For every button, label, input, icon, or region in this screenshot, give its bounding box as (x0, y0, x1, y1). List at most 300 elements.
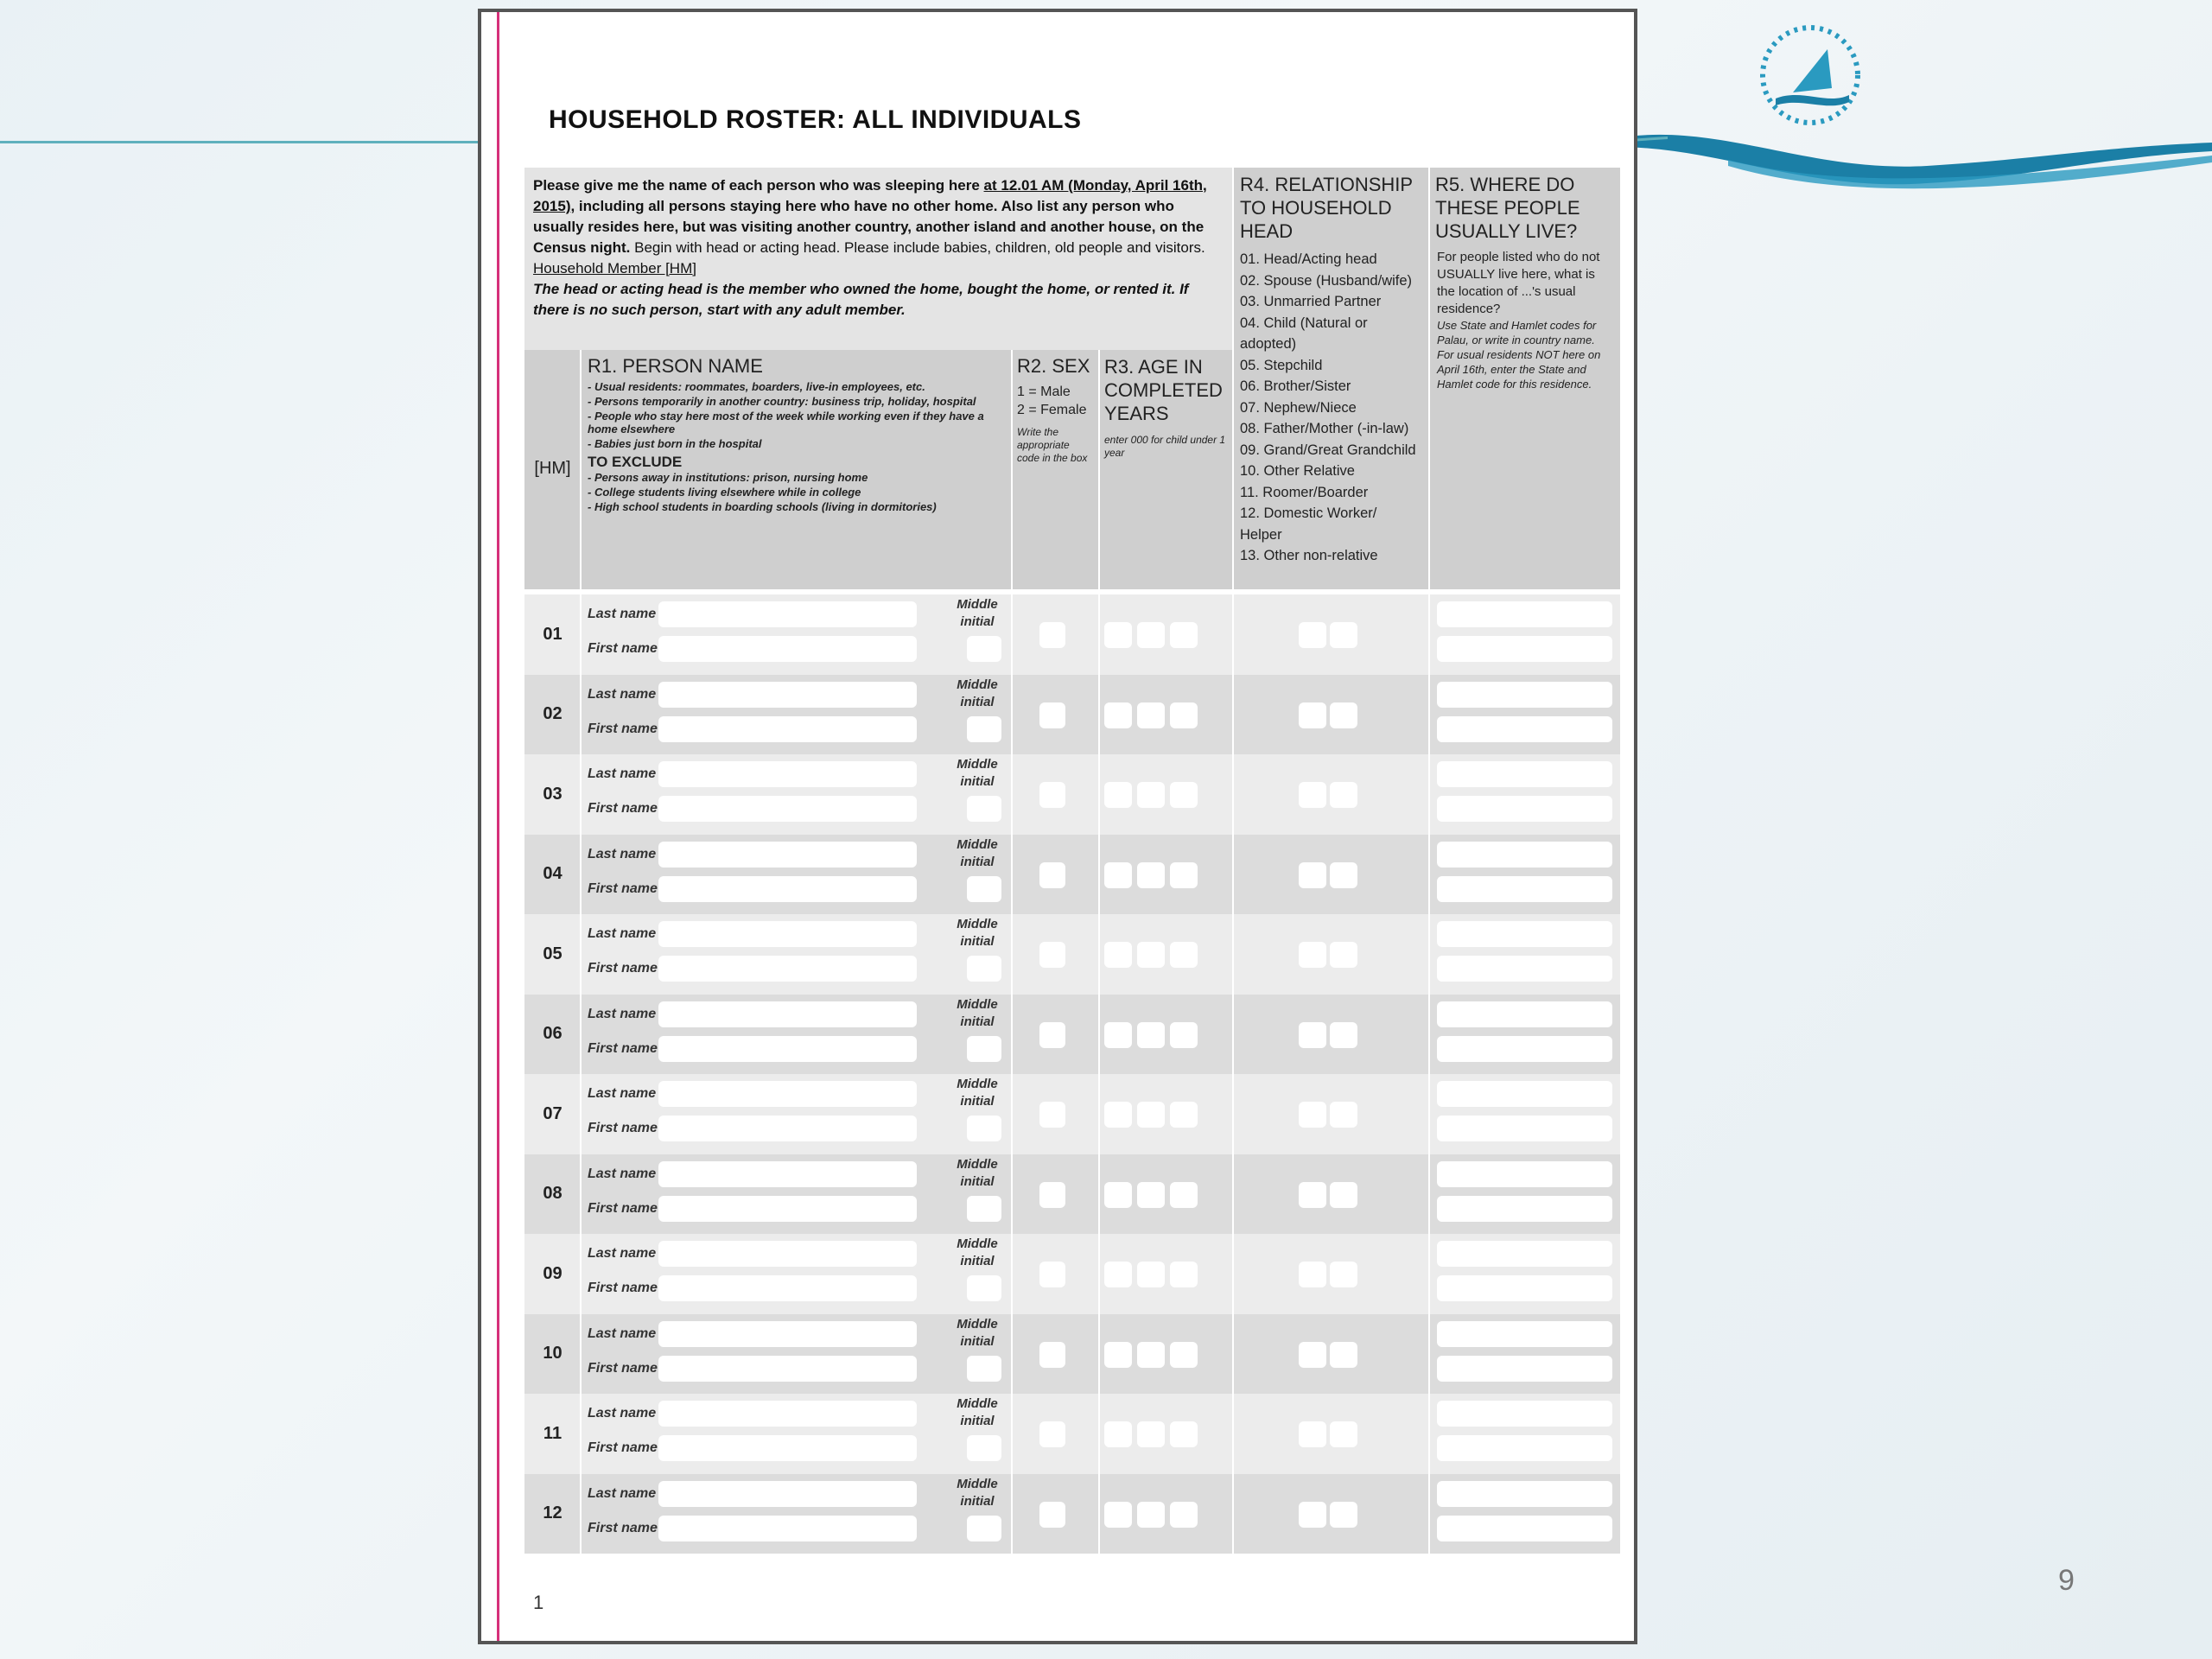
r4-option: 06. Brother/Sister (1240, 378, 1351, 394)
last-name-input[interactable] (658, 761, 917, 787)
last-name-input[interactable] (658, 601, 917, 627)
separator (1011, 1314, 1013, 1395)
row-number: 11 (543, 1423, 563, 1443)
separator (580, 1234, 582, 1314)
last-name-label: Last name (588, 686, 657, 702)
r1-include-item: - People who stay here most of the week while working even if they have a home elsewhere (588, 410, 984, 435)
separator (1428, 914, 1430, 995)
middle-initial-input[interactable] (967, 1116, 1001, 1141)
relationship-code-box[interactable] (1299, 702, 1326, 728)
r4-option: 07. Nephew/Niece (1240, 399, 1357, 416)
table-row (524, 1074, 1620, 1154)
separator (1232, 995, 1234, 1075)
relationship-code-box[interactable] (1330, 1342, 1357, 1368)
last-name-label: Last name (588, 1406, 657, 1421)
separator (1098, 350, 1100, 589)
relationship-code-box[interactable] (1299, 862, 1326, 888)
sex-code-box[interactable] (1039, 782, 1065, 808)
middle-initial-input[interactable] (967, 1275, 1001, 1301)
age-digit-box[interactable] (1137, 782, 1165, 808)
r4-option: 09. Grand/Great Grandchild (1240, 442, 1416, 458)
slide-number: 9 (2058, 1564, 2075, 1597)
logo-icon (1754, 19, 1866, 131)
separator (1011, 1154, 1013, 1235)
middle-initial-label: Middle initial (957, 836, 998, 869)
table-row (524, 1314, 1620, 1395)
sex-code-box[interactable] (1039, 1502, 1065, 1528)
last-name-label: Last name (588, 766, 657, 781)
first-name-input[interactable] (658, 1036, 917, 1062)
first-name-input[interactable] (658, 1116, 917, 1141)
row-number: 10 (543, 1344, 563, 1363)
r5-desc-text: For people listed who do not USUALLY live here, what is the location of ...'s usual residence? (1437, 250, 1600, 316)
residence-input[interactable] (1437, 1196, 1612, 1222)
separator (580, 1154, 582, 1235)
residence-input[interactable] (1437, 1435, 1612, 1461)
age-digit-box[interactable] (1104, 1022, 1132, 1048)
separator (1428, 754, 1430, 835)
separator (1428, 1394, 1430, 1474)
separator (1428, 594, 1430, 675)
sex-code-box[interactable] (1039, 1182, 1065, 1208)
first-name-input[interactable] (658, 1435, 917, 1461)
relationship-code-box[interactable] (1299, 622, 1326, 648)
age-digit-box[interactable] (1137, 702, 1165, 728)
relationship-code-box[interactable] (1330, 1262, 1357, 1287)
first-name-input[interactable] (658, 796, 917, 822)
middle-initial-label: Middle initial (957, 917, 998, 949)
relationship-code-box[interactable] (1299, 1022, 1326, 1048)
margin-line (497, 12, 499, 1641)
age-digit-box[interactable] (1104, 702, 1132, 728)
intro-date: at 12.01 AM (Monday, April 16th, 2015), (533, 177, 1207, 214)
sex-code-box[interactable] (1039, 942, 1065, 968)
row-number: 09 (543, 1263, 563, 1283)
middle-initial-label: Middle initial (957, 996, 998, 1029)
table-row (524, 1154, 1620, 1235)
middle-initial-input[interactable] (967, 716, 1001, 742)
age-digit-box[interactable] (1137, 622, 1165, 648)
separator (580, 594, 582, 675)
age-digit-box[interactable] (1170, 1102, 1198, 1128)
r4-option: 11. Roomer/Boarder (1240, 484, 1369, 500)
separator (1011, 835, 1013, 915)
age-digit-box[interactable] (1170, 1342, 1198, 1368)
residence-input[interactable] (1437, 1516, 1612, 1541)
r5-header: R5. WHERE DO THESE PEOPLE USUALLY LIVE? (1430, 168, 1620, 244)
relationship-code-box[interactable] (1299, 942, 1326, 968)
r1-title: R1. PERSON NAME (588, 355, 763, 377)
separator (580, 995, 582, 1075)
hm-header: [HM] (524, 350, 581, 589)
sex-code-box[interactable] (1039, 702, 1065, 728)
table-row (524, 1394, 1620, 1474)
r3-header (1099, 350, 1233, 589)
separator (1098, 1314, 1100, 1395)
head-note: The head or acting head is the member who owned the home, bought the home, or rented it. If there is no such person, start with any adult member. (533, 281, 1189, 318)
relationship-code-box[interactable] (1330, 862, 1357, 888)
separator (1428, 1154, 1430, 1235)
r1-include-item: - Usual residents: roommates, boarders, live-in employees, etc. (588, 380, 925, 393)
residence-input[interactable] (1437, 1401, 1612, 1427)
hm-definition: Household Member [HM] (533, 260, 696, 276)
age-digit-box[interactable] (1104, 1502, 1132, 1528)
middle-initial-label: Middle initial (957, 1077, 998, 1109)
r1-exclude-title: TO EXCLUDE (588, 454, 683, 470)
separator (1428, 835, 1430, 915)
age-digit-box[interactable] (1170, 1502, 1198, 1528)
last-name-input[interactable] (658, 1081, 917, 1107)
r1-exclude-item: - College students living elsewhere while in college (588, 486, 861, 499)
row-number: 12 (543, 1503, 563, 1523)
relationship-code-box[interactable] (1299, 1102, 1326, 1128)
first-name-label: First name (588, 1121, 658, 1135)
age-digit-box[interactable] (1137, 1421, 1165, 1447)
last-name-label: Last name (588, 1086, 657, 1101)
age-digit-box[interactable] (1104, 862, 1132, 888)
page-title: HOUSEHOLD ROSTER: ALL INDIVIDUALS (549, 105, 1082, 134)
last-name-label: Last name (588, 926, 657, 941)
r1-include-item: - Babies just born in the hospital (588, 437, 762, 450)
residence-input[interactable] (1437, 1001, 1612, 1027)
residence-input[interactable] (1437, 842, 1612, 868)
last-name-label: Last name (588, 607, 657, 621)
residence-input[interactable] (1437, 716, 1612, 742)
residence-input[interactable] (1437, 1321, 1612, 1347)
separator (1232, 835, 1234, 915)
relationship-code-box[interactable] (1299, 1502, 1326, 1528)
age-digit-box[interactable] (1170, 1022, 1198, 1048)
row-number: 01 (543, 624, 563, 644)
first-name-input[interactable] (658, 1516, 917, 1541)
first-name-input[interactable] (658, 636, 917, 662)
separator (1232, 1474, 1234, 1554)
age-digit-box[interactable] (1170, 862, 1198, 888)
age-digit-box[interactable] (1104, 1182, 1132, 1208)
last-name-label: Last name (588, 1485, 657, 1501)
relationship-code-box[interactable] (1299, 782, 1326, 808)
last-name-input[interactable] (658, 1241, 917, 1267)
residence-input[interactable] (1437, 1241, 1612, 1267)
separator (1428, 1314, 1430, 1395)
separator (1232, 1154, 1234, 1235)
separator (1098, 835, 1100, 915)
age-digit-box[interactable] (1137, 1182, 1165, 1208)
residence-input[interactable] (1437, 636, 1612, 662)
residence-input[interactable] (1437, 601, 1612, 627)
first-name-label: First name (588, 1440, 658, 1455)
middle-initial-label: Middle initial (957, 1476, 998, 1509)
residence-input[interactable] (1437, 1036, 1612, 1062)
age-digit-box[interactable] (1137, 1262, 1165, 1287)
separator (1232, 914, 1234, 995)
residence-input[interactable] (1437, 1116, 1612, 1141)
r1-include-item: - Persons temporarily in another country: business trip, holiday, hospital (588, 395, 976, 408)
age-digit-box[interactable] (1137, 942, 1165, 968)
age-digit-box[interactable] (1104, 622, 1132, 648)
separator (1232, 675, 1234, 755)
separator (1098, 754, 1100, 835)
age-digit-box[interactable] (1104, 782, 1132, 808)
separator (1011, 995, 1013, 1075)
first-name-label: First name (588, 1360, 658, 1376)
separator (1098, 594, 1100, 675)
first-name-label: First name (588, 961, 658, 976)
separator (580, 914, 582, 995)
relationship-code-box[interactable] (1330, 1182, 1357, 1208)
relationship-code-box[interactable] (1299, 1421, 1326, 1447)
r3-title: R3. AGE IN COMPLETED YEARS (1104, 356, 1223, 424)
sex-code-box[interactable] (1039, 1342, 1065, 1368)
age-digit-box[interactable] (1170, 1262, 1198, 1287)
residence-input[interactable] (1437, 1275, 1612, 1301)
age-digit-box[interactable] (1170, 942, 1198, 968)
separator (1428, 1474, 1430, 1554)
separator (1232, 1394, 1234, 1474)
separator (1098, 1154, 1100, 1235)
separator (1098, 995, 1100, 1075)
separator (580, 675, 582, 755)
middle-initial-input[interactable] (967, 1516, 1001, 1541)
relationship-code-box[interactable] (1330, 702, 1357, 728)
r2-title: R2. SEX (1017, 355, 1090, 377)
middle-initial-input[interactable] (967, 1435, 1001, 1461)
r3-note: enter 000 for child under 1 year (1104, 434, 1226, 459)
separator (1232, 594, 1234, 675)
table-row (524, 995, 1620, 1075)
residence-input[interactable] (1437, 761, 1612, 787)
separator (1232, 168, 1234, 589)
last-name-input[interactable] (658, 1321, 917, 1347)
middle-initial-label: Middle initial (957, 1156, 998, 1189)
age-digit-box[interactable] (1137, 1102, 1165, 1128)
separator (580, 350, 582, 589)
separator (1098, 1394, 1100, 1474)
last-name-label: Last name (588, 1006, 657, 1021)
separator (1011, 1074, 1013, 1154)
middle-initial-label: Middle initial (957, 757, 998, 789)
last-name-input[interactable] (658, 842, 917, 868)
document-page (478, 9, 1637, 1644)
separator (1428, 1074, 1430, 1154)
instructions-block (524, 168, 1233, 350)
row-number: 07 (543, 1103, 563, 1123)
page-number: 1 (533, 1592, 544, 1613)
r1-header (581, 350, 1012, 589)
row-number: 03 (543, 784, 563, 804)
sex-code-box[interactable] (1039, 1262, 1065, 1287)
separator (580, 1314, 582, 1395)
first-name-input[interactable] (658, 1275, 917, 1301)
relationship-code-box[interactable] (1330, 622, 1357, 648)
r4-option: 12. Domestic Worker/ Helper (1240, 505, 1377, 543)
middle-initial-input[interactable] (967, 1036, 1001, 1062)
background-line (0, 141, 484, 143)
last-name-label: Last name (588, 1166, 657, 1181)
separator (580, 1474, 582, 1554)
r4-option: 10. Other Relative (1240, 463, 1355, 479)
relationship-code-box[interactable] (1330, 1102, 1357, 1128)
residence-input[interactable] (1437, 921, 1612, 947)
table-row (524, 914, 1620, 995)
residence-input[interactable] (1437, 876, 1612, 902)
separator (580, 835, 582, 915)
r5-note-2: For usual residents NOT here on April 16th, enter the State and Hamlet code for this residence. (1437, 348, 1601, 391)
first-name-label: First name (588, 1200, 658, 1216)
residence-input[interactable] (1437, 682, 1612, 708)
first-name-label: First name (588, 880, 658, 896)
r1-exclude-item: - High school students in boarding schools (living in dormitories) (588, 500, 937, 513)
age-digit-box[interactable] (1137, 1342, 1165, 1368)
r5-note-1: Use State and Hamlet codes for Palau, or write in country name. (1437, 319, 1597, 346)
row-number: 08 (543, 1184, 563, 1204)
separator (1011, 1394, 1013, 1474)
age-digit-box[interactable] (1137, 862, 1165, 888)
first-name-label: First name (588, 1281, 658, 1295)
r4-header: R4. RELATIONSHIP TO HOUSEHOLD HEAD (1233, 168, 1428, 244)
relationship-code-box[interactable] (1299, 1262, 1326, 1287)
sex-code-box[interactable] (1039, 622, 1065, 648)
first-name-input[interactable] (658, 1196, 917, 1222)
first-name-label: First name (588, 1040, 658, 1056)
separator (1011, 754, 1013, 835)
last-name-input[interactable] (658, 1481, 917, 1507)
row-number: 04 (543, 864, 563, 884)
separator (1011, 914, 1013, 995)
middle-initial-label: Middle initial (957, 1316, 998, 1349)
relationship-code-box[interactable] (1299, 1182, 1326, 1208)
first-name-label: First name (588, 801, 658, 816)
r4-option: 08. Father/Mother (-in-law) (1240, 421, 1409, 436)
last-name-input[interactable] (658, 1401, 917, 1427)
age-digit-box[interactable] (1170, 1421, 1198, 1447)
residence-input[interactable] (1437, 1356, 1612, 1382)
sex-code-box[interactable] (1039, 1022, 1065, 1048)
age-digit-box[interactable] (1104, 1421, 1132, 1447)
r2-code-male: 1 = Male (1017, 385, 1071, 399)
row-number: 02 (543, 704, 563, 724)
age-digit-box[interactable] (1104, 1262, 1132, 1287)
table-row (524, 1234, 1620, 1314)
last-name-input[interactable] (658, 1001, 917, 1027)
separator (1011, 1234, 1013, 1314)
separator (1098, 914, 1100, 995)
first-name-label: First name (588, 1520, 658, 1535)
relationship-code-box[interactable] (1330, 942, 1357, 968)
separator (1428, 168, 1430, 589)
middle-initial-input[interactable] (967, 876, 1001, 902)
separator (1098, 1474, 1100, 1554)
last-name-label: Last name (588, 846, 657, 861)
r1-exclude-item: - Persons away in institutions: prison, nursing home (588, 471, 868, 484)
age-digit-box[interactable] (1170, 702, 1198, 728)
residence-input[interactable] (1437, 1081, 1612, 1107)
relationship-code-box[interactable] (1330, 782, 1357, 808)
first-name-input[interactable] (658, 876, 917, 902)
residence-input[interactable] (1437, 1161, 1612, 1187)
last-name-input[interactable] (658, 921, 917, 947)
sex-code-box[interactable] (1039, 1421, 1065, 1447)
age-digit-box[interactable] (1137, 1022, 1165, 1048)
middle-initial-input[interactable] (967, 1356, 1001, 1382)
household-roster-form (524, 168, 1620, 1555)
residence-input[interactable] (1437, 1481, 1612, 1507)
r2-header (1012, 350, 1099, 589)
separator (580, 1394, 582, 1474)
age-digit-box[interactable] (1104, 1102, 1132, 1128)
middle-initial-label: Middle initial (957, 1236, 998, 1268)
relationship-code-box[interactable] (1330, 1502, 1357, 1528)
middle-initial-label: Middle initial (957, 1396, 998, 1428)
intro-text-a: Please give me the name of each person who was sleeping here (533, 177, 984, 194)
row-number: 05 (543, 944, 563, 963)
r2-note: Write the appropriate code in the box (1017, 426, 1088, 464)
middle-initial-input[interactable] (967, 1196, 1001, 1222)
separator (1428, 1234, 1430, 1314)
last-name-input[interactable] (658, 682, 917, 708)
separator (1098, 675, 1100, 755)
r4-option: 04. Child (Natural or adopted) (1240, 315, 1368, 352)
first-name-input[interactable] (658, 716, 917, 742)
middle-initial-input[interactable] (967, 796, 1001, 822)
first-name-input[interactable] (658, 956, 917, 982)
separator (1011, 1474, 1013, 1554)
separator (1428, 675, 1430, 755)
first-name-input[interactable] (658, 1356, 917, 1382)
separator (580, 754, 582, 835)
separator (1232, 1314, 1234, 1395)
last-name-input[interactable] (658, 1161, 917, 1187)
table-row (524, 835, 1620, 915)
separator (580, 1074, 582, 1154)
age-digit-box[interactable] (1170, 782, 1198, 808)
relationship-code-box[interactable] (1299, 1342, 1326, 1368)
r5-description (1430, 244, 1620, 589)
age-digit-box[interactable] (1104, 942, 1132, 968)
r2-code-female: 2 = Female (1017, 403, 1087, 417)
residence-input[interactable] (1437, 956, 1612, 982)
age-digit-box[interactable] (1170, 622, 1198, 648)
separator (1011, 594, 1013, 675)
age-digit-box[interactable] (1170, 1182, 1198, 1208)
r4-options (1233, 244, 1428, 589)
separator (1098, 1074, 1100, 1154)
r4-option: 13. Other non-relative (1240, 548, 1378, 563)
separator (1232, 1234, 1234, 1314)
intro-text-d: Begin with head or acting head. Please include babies, children, old people and visitors. (630, 239, 1205, 256)
relationship-code-box[interactable] (1330, 1022, 1357, 1048)
middle-initial-input[interactable] (967, 956, 1001, 982)
separator (1232, 754, 1234, 835)
table-row (524, 754, 1620, 835)
sex-code-box[interactable] (1039, 862, 1065, 888)
separator (1011, 350, 1013, 589)
separator (1098, 1234, 1100, 1314)
sex-code-box[interactable] (1039, 1102, 1065, 1128)
residence-input[interactable] (1437, 796, 1612, 822)
last-name-label: Last name (588, 1246, 657, 1261)
r4-option: 03. Unmarried Partner (1240, 294, 1382, 309)
age-digit-box[interactable] (1137, 1502, 1165, 1528)
relationship-code-box[interactable] (1330, 1421, 1357, 1447)
r4-option: 02. Spouse (Husband/wife) (1240, 272, 1413, 289)
middle-initial-input[interactable] (967, 636, 1001, 662)
r4-option: 05. Stepchild (1240, 357, 1323, 373)
separator (1232, 1074, 1234, 1154)
first-name-label: First name (588, 721, 658, 736)
age-digit-box[interactable] (1104, 1342, 1132, 1368)
table-row (524, 675, 1620, 755)
